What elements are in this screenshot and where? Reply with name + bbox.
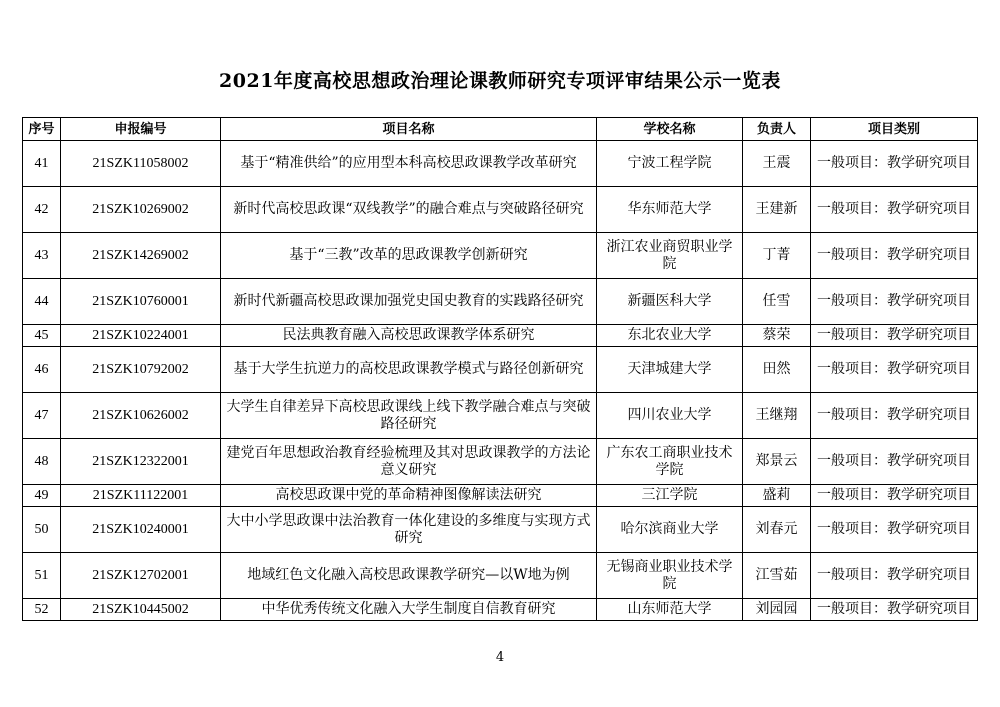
row-category: 一般项目：教学研究项目 (811, 507, 978, 553)
row-category: 一般项目：教学研究项目 (811, 393, 978, 439)
row-project-name: 民法典教育融入高校思政课教学体系研究 (221, 325, 597, 347)
row-category: 一般项目：教学研究项目 (811, 553, 978, 599)
table-row (23, 553, 978, 599)
row-category: 一般项目：教学研究项目 (811, 439, 978, 485)
row-code: 21SZK12702001 (61, 553, 221, 599)
row-project-name: 大中小学思政课中法治教育一体化建设的多维度与实现方式研究 (221, 507, 597, 553)
row-code: 21SZK10224001 (61, 325, 221, 347)
row-leader: 王继翔 (743, 393, 811, 439)
table-row (23, 187, 978, 233)
header-school: 学校名称 (597, 118, 743, 141)
document-title: 2021年度高校思想政治理论课教师研究专项评审结果公示一览表 (219, 70, 781, 92)
row-code: 21SZK11122001 (61, 485, 221, 507)
row-project-name: 基于大学生抗逆力的高校思政课教学模式与路径创新研究 (221, 347, 597, 393)
row-project-name: 大学生自律差异下高校思政课线上线下教学融合难点与突破路径研究 (221, 393, 597, 439)
row-no: 52 (23, 599, 61, 621)
table-row (23, 507, 978, 553)
row-code: 21SZK10626002 (61, 393, 221, 439)
row-school: 浙江农业商贸职业学院 (597, 233, 743, 279)
row-category: 一般项目：教学研究项目 (811, 347, 978, 393)
row-no: 41 (23, 141, 61, 187)
row-code: 21SZK12322001 (61, 439, 221, 485)
row-leader: 蔡荣 (743, 325, 811, 347)
row-leader: 田然 (743, 347, 811, 393)
table-row (23, 233, 978, 279)
row-school: 天津城建大学 (597, 347, 743, 393)
header-category: 项目类别 (811, 118, 978, 141)
row-leader: 盛莉 (743, 485, 811, 507)
table-header-row (23, 118, 978, 141)
row-project-name: 地域红色文化融入高校思政课教学研究—以W地为例 (221, 553, 597, 599)
header-leader: 负责人 (743, 118, 811, 141)
row-no: 43 (23, 233, 61, 279)
row-no: 49 (23, 485, 61, 507)
results-table (22, 117, 978, 621)
row-leader: 王建新 (743, 187, 811, 233)
table-row (23, 325, 978, 347)
row-school: 新疆医科大学 (597, 279, 743, 325)
row-category: 一般项目：教学研究项目 (811, 325, 978, 347)
table-row (23, 347, 978, 393)
row-code: 21SZK11058002 (61, 141, 221, 187)
header-project-name: 项目名称 (221, 118, 597, 141)
row-code: 21SZK14269002 (61, 233, 221, 279)
row-no: 46 (23, 347, 61, 393)
row-category: 一般项目：教学研究项目 (811, 233, 978, 279)
row-no: 45 (23, 325, 61, 347)
table-row (23, 599, 978, 621)
row-project-name: 基于“三教”改革的思政课教学创新研究 (221, 233, 597, 279)
table-row (23, 141, 978, 187)
row-category: 一般项目：教学研究项目 (811, 141, 978, 187)
row-project-name: 高校思政课中党的革命精神图像解读法研究 (221, 485, 597, 507)
row-school: 广东农工商职业技术学院 (597, 439, 743, 485)
row-leader: 丁菁 (743, 233, 811, 279)
row-no: 50 (23, 507, 61, 553)
row-leader: 刘园园 (743, 599, 811, 621)
row-no: 48 (23, 439, 61, 485)
row-no: 47 (23, 393, 61, 439)
row-no: 42 (23, 187, 61, 233)
row-school: 无锡商业职业技术学院 (597, 553, 743, 599)
row-code: 21SZK10760001 (61, 279, 221, 325)
row-school: 四川农业大学 (597, 393, 743, 439)
row-project-name: 建党百年思想政治教育经验梳理及其对思政课教学的方法论意义研究 (221, 439, 597, 485)
row-category: 一般项目：教学研究项目 (811, 187, 978, 233)
table-row (23, 485, 978, 507)
row-code: 21SZK10792002 (61, 347, 221, 393)
row-leader: 刘春元 (743, 507, 811, 553)
row-school: 东北农业大学 (597, 325, 743, 347)
row-leader: 任雪 (743, 279, 811, 325)
row-school: 宁波工程学院 (597, 141, 743, 187)
page-number: 4 (495, 650, 505, 665)
header-no: 序号 (23, 118, 61, 141)
table-row (23, 393, 978, 439)
row-school: 三江学院 (597, 485, 743, 507)
row-leader: 郑景云 (743, 439, 811, 485)
row-no: 51 (23, 553, 61, 599)
row-code: 21SZK10240001 (61, 507, 221, 553)
row-project-name: 中华优秀传统文化融入大学生制度自信教育研究 (221, 599, 597, 621)
row-project-name: 基于“精准供给”的应用型本科高校思政课教学改革研究 (221, 141, 597, 187)
row-category: 一般项目：教学研究项目 (811, 485, 978, 507)
header-code: 申报编号 (61, 118, 221, 141)
row-school: 山东师范大学 (597, 599, 743, 621)
row-category: 一般项目：教学研究项目 (811, 279, 978, 325)
row-leader: 王震 (743, 141, 811, 187)
table-row (23, 439, 978, 485)
row-code: 21SZK10445002 (61, 599, 221, 621)
row-leader: 江雪茹 (743, 553, 811, 599)
row-no: 44 (23, 279, 61, 325)
table-row (23, 279, 978, 325)
row-code: 21SZK10269002 (61, 187, 221, 233)
row-school: 华东师范大学 (597, 187, 743, 233)
row-project-name: 新时代新疆高校思政课加强党史国史教育的实践路径研究 (221, 279, 597, 325)
row-school: 哈尔滨商业大学 (597, 507, 743, 553)
row-project-name: 新时代高校思政课“双线教学”的融合难点与突破路径研究 (221, 187, 597, 233)
row-category: 一般项目：教学研究项目 (811, 599, 978, 621)
